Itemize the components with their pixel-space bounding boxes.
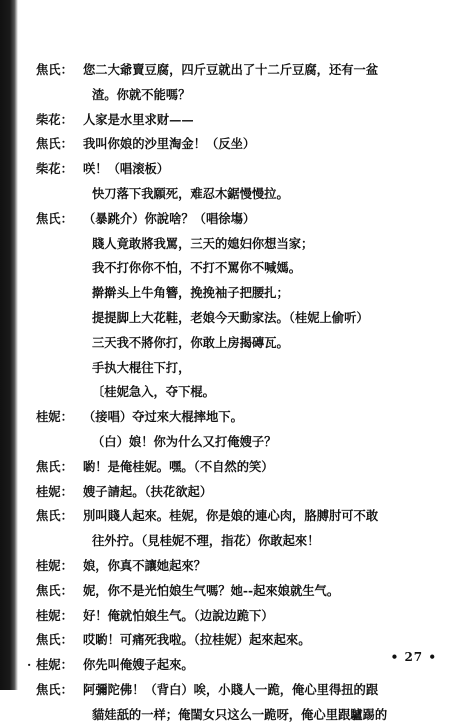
- speaker-label: 焦氏：: [36, 136, 73, 152]
- script-line: [28, 405, 460, 430]
- dialogue-text: 妮，你不是光怕娘生气嗎？她--起來娘就生气。: [83, 582, 340, 598]
- verse-text: 提提脚上大花鞋，老娘今天動家法。（桂妮上偷听）: [92, 309, 369, 325]
- dialogue-text: 往外拧。（見桂妮不理，指花）你敢起來！: [92, 533, 320, 549]
- speaker-label: · 桂妮：: [36, 653, 84, 678]
- dialogue-text: 咲！（唱滚板）: [83, 161, 170, 177]
- speaker-label: 焦氏：: [36, 508, 73, 524]
- script-line: [28, 430, 460, 455]
- script-line: [28, 604, 460, 629]
- script-line: [28, 83, 460, 108]
- script-line: [28, 331, 460, 356]
- dialogue-text: （接唱）夺过來大棍摔地下。: [83, 409, 243, 425]
- script-text: [28, 58, 460, 728]
- speaker-label: 桂妮：: [36, 483, 73, 499]
- dialogue-text: 人家是水里求财——: [83, 111, 194, 127]
- dialogue-text: 我叫你娘的沙里淘金！（反坐）: [83, 136, 256, 152]
- page-number: • 27 •: [390, 650, 437, 664]
- script-line: [28, 380, 460, 405]
- script-line: [28, 678, 460, 703]
- speaker-label: 焦氏：: [36, 582, 73, 598]
- verse-text: 賤人竟敢將我罵，三天的媳妇你想当家；: [92, 235, 314, 251]
- script-line: [28, 58, 460, 83]
- script-line: [28, 256, 460, 281]
- script-line: [28, 281, 460, 306]
- verse-text: 我不打你你不怕，不打不罵你不喊媽。: [92, 260, 302, 276]
- dialogue-text: 好！俺就怕娘生气。（边說边跪下）: [83, 607, 274, 623]
- script-line: [28, 356, 460, 381]
- dialogue-text: （白）娘！你为什么又打俺嫂子？: [92, 433, 277, 449]
- speaker-label: 桂妮：: [36, 409, 73, 425]
- script-line: [28, 157, 460, 182]
- script-line: [28, 554, 460, 579]
- speaker-label: 焦氏：: [36, 210, 73, 226]
- script-line: [28, 529, 460, 554]
- dialogue-text: 貓娃舐的一样；俺閨女只这么一跪呀，俺心里跟驢踢的: [92, 706, 388, 722]
- dialogue-text: 哎喲！可痛死我啦。（拉桂妮）起來起來。: [83, 632, 311, 648]
- stage-direction: 〔桂妮急入，夺下棍。: [92, 384, 215, 400]
- speaker-label: 焦氏：: [36, 62, 73, 77]
- speaker-label: 柴花：: [36, 111, 73, 127]
- script-line: [28, 579, 460, 604]
- verse-text: 快刀落下我願死，难忍木鋸慢慢拉。: [92, 185, 289, 201]
- speaker-label: 桂妮：: [36, 557, 73, 573]
- dialogue-text: 喲！是俺桂妮。嘿。（不自然的笑）: [83, 458, 274, 474]
- script-line: [28, 480, 460, 505]
- script-line: [28, 306, 460, 331]
- script-line: [28, 232, 460, 257]
- dialogue-text: 娘，你真不讓她起來？: [83, 557, 206, 573]
- script-line: [28, 108, 460, 133]
- dialogue-text: 渣。你就不能嗎？: [92, 86, 191, 102]
- speaker-label: 焦氏：: [36, 681, 73, 697]
- script-line: [28, 455, 460, 480]
- verse-text: 三天我不將你打，你敢上房揭磚瓦。: [92, 334, 289, 350]
- speaker-label: 桂妮：: [36, 607, 73, 623]
- book-binding-edge: [0, 0, 18, 690]
- dialogue-text: 你先叫俺嫂子起來。: [83, 657, 194, 673]
- speaker-label: 焦氏：: [36, 458, 73, 474]
- dialogue-text: （暴跳介）你說啥？（唱徐塲）: [83, 210, 256, 226]
- script-line: [28, 182, 460, 207]
- script-line: [28, 703, 460, 728]
- script-line: [28, 207, 460, 232]
- script-line: [28, 504, 460, 529]
- verse-text: 擀擀头上牛角簪，挽挽袖子把腰扎；: [92, 285, 289, 301]
- speaker-label: 柴花：: [36, 161, 73, 177]
- speaker-label: 焦氏：: [36, 632, 73, 648]
- script-line: [28, 132, 460, 157]
- dialogue-text: 阿彌陀佛！（背白）唉，小賤人一跪，俺心里得扭的跟: [83, 681, 379, 697]
- verse-text: 手执大棍往下打，: [92, 359, 191, 375]
- dialogue-text: 您二大爺賣豆腐，四斤豆就出了十二斤豆腐，还有一盆: [83, 62, 379, 77]
- dialogue-text: 別叫賤人起來。桂妮，你是娘的連心肉，胳膊肘可不敢: [83, 508, 379, 524]
- dialogue-text: 嫂子請起。（扶花欲起）: [83, 483, 213, 499]
